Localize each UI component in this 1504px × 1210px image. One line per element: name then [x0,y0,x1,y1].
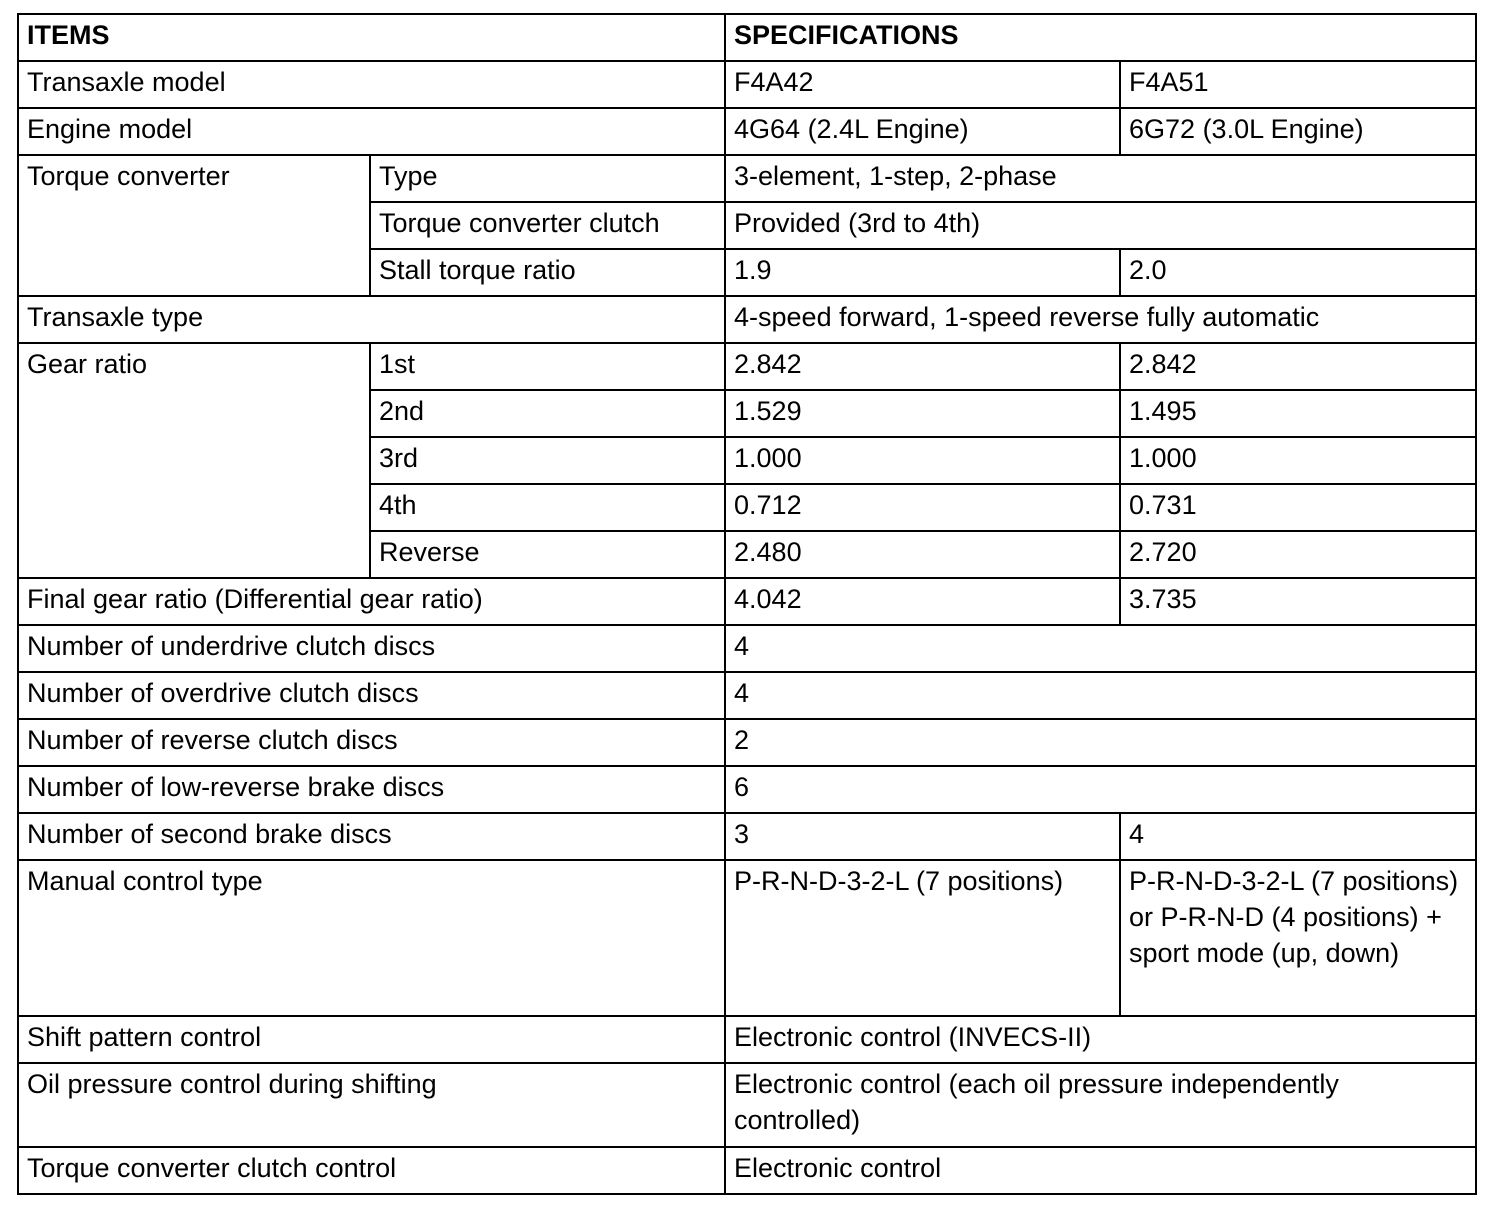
cell-f4a51: 2.0 [1120,249,1476,296]
table-row [18,1063,1476,1147]
cell-f4a42: F4A42 [725,61,1120,108]
group-label: Gear ratio [18,343,370,578]
cell-value: 4-speed forward, 1-speed reverse fully automatic [725,296,1476,343]
cell-f4a51: 6G72 (3.0L Engine) [1120,108,1476,155]
cell-value: Electronic control (INVECS-II) [725,1016,1476,1063]
sub-label: Reverse [370,531,725,578]
cell-value: 6 [725,766,1476,813]
cell-f4a42: 0.712 [725,484,1120,531]
cell-f4a51: 0.731 [1120,484,1476,531]
cell-value: Electronic control [725,1147,1476,1194]
cell-f4a42: 1.000 [725,437,1120,484]
table-row [18,719,1476,766]
sub-label: Torque converter clutch [370,202,725,249]
table-row [18,813,1476,860]
table-row [18,1016,1476,1063]
cell-value: 4 [725,672,1476,719]
cell-f4a51: F4A51 [1120,61,1476,108]
row-label: Final gear ratio (Differential gear ratio) [18,578,725,625]
sub-label: Type [370,155,725,202]
cell-f4a42: 2.480 [725,531,1120,578]
row-label: Transaxle type [18,296,725,343]
table-row [18,343,1476,390]
cell-value: 3-element, 1-step, 2-phase [725,155,1476,202]
table-row [18,578,1476,625]
cell-f4a51: 2.842 [1120,343,1476,390]
cell-f4a42: 3 [725,813,1120,860]
table-row [18,61,1476,108]
specifications-header: SPECIFICATIONS [725,14,1476,61]
sub-label: Stall torque ratio [370,249,725,296]
sub-label: 3rd [370,437,725,484]
table-row [18,155,1476,202]
cell-f4a51: 1.000 [1120,437,1476,484]
cell-value: 4 [725,625,1476,672]
cell-value: 2 [725,719,1476,766]
table-row [18,296,1476,343]
cell-f4a51: P-R-N-D-3-2-L (7 positions) or P-R-N-D (4 positions) + sport mode (up, down) [1120,860,1476,1016]
row-label: Number of second brake discs [18,813,725,860]
cell-f4a42: P-R-N-D-3-2-L (7 positions) [725,860,1120,1016]
cell-f4a42: 4G64 (2.4L Engine) [725,108,1120,155]
row-label: Oil pressure control during shifting [18,1063,725,1147]
cell-f4a42: 2.842 [725,343,1120,390]
sub-label: 2nd [370,390,725,437]
row-label: Number of underdrive clutch discs [18,625,725,672]
cell-f4a51: 1.495 [1120,390,1476,437]
table-row [18,860,1476,1016]
row-label: Transaxle model [18,61,725,108]
row-label: Manual control type [18,860,725,1016]
cell-value: Electronic control (each oil pressure independently controlled) [725,1063,1476,1147]
table-row [18,625,1476,672]
table-row [18,1147,1476,1194]
items-header: ITEMS [18,14,725,61]
sub-label: 4th [370,484,725,531]
row-label: Engine model [18,108,725,155]
row-label: Number of low-reverse brake discs [18,766,725,813]
table-row [18,672,1476,719]
cell-f4a42: 4.042 [725,578,1120,625]
specifications-table [17,13,1477,1195]
group-label: Torque converter [18,155,370,296]
table-row [18,766,1476,813]
row-label: Number of reverse clutch discs [18,719,725,766]
row-label: Torque converter clutch control [18,1147,725,1194]
sub-label: 1st [370,343,725,390]
cell-f4a51: 2.720 [1120,531,1476,578]
row-label: Number of overdrive clutch discs [18,672,725,719]
table-row [18,108,1476,155]
table-header-row [18,14,1476,61]
cell-f4a51: 4 [1120,813,1476,860]
row-label: Shift pattern control [18,1016,725,1063]
cell-f4a42: 1.9 [725,249,1120,296]
cell-f4a51: 3.735 [1120,578,1476,625]
cell-f4a42: 1.529 [725,390,1120,437]
cell-value: Provided (3rd to 4th) [725,202,1476,249]
